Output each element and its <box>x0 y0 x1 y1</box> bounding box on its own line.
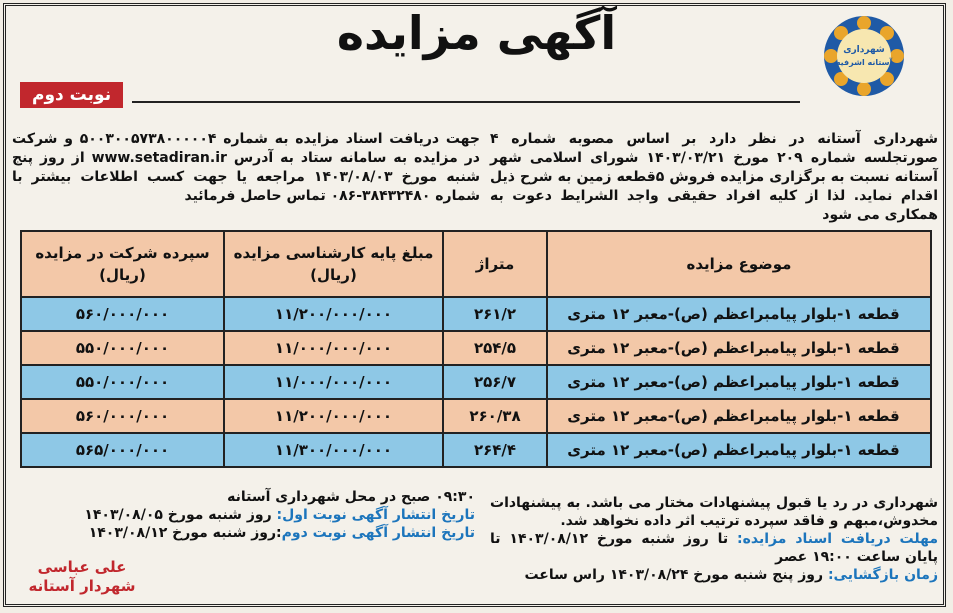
row-deposit: ۵۶۰/۰۰۰/۰۰۰ <box>21 399 224 433</box>
col-base-price: مبلغ پایه کارشناسی مزایده (ریال) <box>224 231 443 297</box>
row-base-price: ۱۱/۰۰۰/۰۰۰/۰۰۰ <box>224 331 443 365</box>
opening-text: روز پنج شنبه مورخ ۱۴۰۳/۰۸/۲۴ راس ساعت <box>524 567 824 583</box>
row-subject: قطعه ۱-بلوار پیامبراعظم (ص)-معبر ۱۲ متری <box>547 399 931 433</box>
row-base-price: ۱۱/۲۰۰/۰۰۰/۰۰۰ <box>224 399 443 433</box>
row-subject: قطعه ۱-بلوار پیامبراعظم (ص)-معبر ۱۲ متری <box>547 433 931 467</box>
table-row <box>21 297 931 331</box>
document-instructions: جهت دریافت اسناد مزایده به شماره ۵۰۰۳۰۰۵۷۳۸۰۰۰۰۰۴ و شرکت در مزایده به سامانه ستاد به آدرس www.setadiran.ir از روز پنج شنبه مورخ ۱۴۰۳/۰۸/۰۳ مراجعه یا جهت کسب اطلاعات بیشتر با شماره ۳۸۴۳۲۴۸۰-۰۸۶ تماس حاصل فرمائید <box>12 131 481 204</box>
row-base-price: ۱۱/۲۰۰/۰۰۰/۰۰۰ <box>224 297 443 331</box>
row-area: ۲۶۰/۳۸ <box>443 399 547 433</box>
auction-table <box>20 230 932 468</box>
opening-label: زمان بازگشایی: <box>827 567 938 583</box>
deadline-label: مهلت دریافت اسناد مزایده: <box>737 531 938 547</box>
row-area: ۲۶۴/۴ <box>443 433 547 467</box>
table-header-row <box>21 231 931 297</box>
pub2-date: :روز شنبه مورخ ۱۴۰۳/۰۸/۱۲ <box>88 525 282 541</box>
table-row <box>21 433 931 467</box>
svg-text:آستانه اشرفیه: آستانه اشرفیه <box>835 58 893 67</box>
publication-block <box>20 488 475 542</box>
col-subject: موضوع مزایده <box>547 231 931 297</box>
row-area: ۲۵۴/۵ <box>443 331 547 365</box>
terms-text: شهرداری در رد یا قبول پیشنهادات مختار می باشد. به پیشنهادات مخدوش،مبهم و فاقد سپرده ترتیب اثر داده نخواهد شد. <box>490 495 938 529</box>
signatory-name: علی عباسی <box>37 558 127 576</box>
table-row <box>21 331 931 365</box>
intro-paragraph: شهرداری آستانه در نظر دارد بر اساس مصوبه شماره ۴ صورتجلسه شماره ۲۰۹ مورخ ۱۴۰۳/۰۳/۲۱ شورای اسلامی شهر آستانه نسبت به برگزاری مزایده فروش ۵قطعه زمین به شرح ذیل اقدام نماید. لذا از کلیه افراد حقیقی واجد الشرایط دعوت به همکاری می شود <box>490 131 938 223</box>
row-deposit: ۵۵۰/۰۰۰/۰۰۰ <box>21 331 224 365</box>
pub1-label: تاریخ انتشار آگهی نوبت اول: <box>276 507 475 523</box>
row-subject: قطعه ۱-بلوار پیامبراعظم (ص)-معبر ۱۲ متری <box>547 365 931 399</box>
row-area: ۲۶۱/۲ <box>443 297 547 331</box>
row-deposit: ۵۶۰/۰۰۰/۰۰۰ <box>21 297 224 331</box>
opening-time: ۰۹:۳۰ صبح در محل شهرداری آستانه <box>227 489 475 505</box>
signature <box>22 558 142 596</box>
col-area: متراژ <box>443 231 547 297</box>
row-deposit: ۵۵۰/۰۰۰/۰۰۰ <box>21 365 224 399</box>
round-badge: نوبت دوم <box>20 82 123 108</box>
row-area: ۲۵۶/۷ <box>443 365 547 399</box>
table-row <box>21 399 931 433</box>
row-subject: قطعه ۱-بلوار پیامبراعظم (ص)-معبر ۱۲ متری <box>547 331 931 365</box>
table-row <box>21 365 931 399</box>
signatory-role: شهردار آستانه <box>28 577 136 595</box>
header-divider <box>132 101 800 103</box>
row-deposit: ۵۶۵/۰۰۰/۰۰۰ <box>21 433 224 467</box>
deadline-text: تا روز شنبه مورخ ۱۴۰۳/۰۸/۱۲ تا پایان ساعت ۱۹:۰۰ عصر <box>490 531 938 565</box>
row-base-price: ۱۱/۰۰۰/۰۰۰/۰۰۰ <box>224 365 443 399</box>
pub2-label: تاریخ انتشار آگهی نوبت دوم <box>281 525 475 541</box>
terms-block <box>490 494 938 584</box>
pub1-date: روز شنبه مورخ ۱۴۰۳/۰۸/۰۵ <box>84 507 272 523</box>
notice-title: آگهی مزایده <box>336 6 617 60</box>
col-deposit: سپرده شرکت در مزایده (ریال) <box>21 231 224 297</box>
svg-text:شهرداری: شهرداری <box>843 45 885 55</box>
row-base-price: ۱۱/۳۰۰/۰۰۰/۰۰۰ <box>224 433 443 467</box>
row-subject: قطعه ۱-بلوار پیامبراعظم (ص)-معبر ۱۲ متری <box>547 297 931 331</box>
